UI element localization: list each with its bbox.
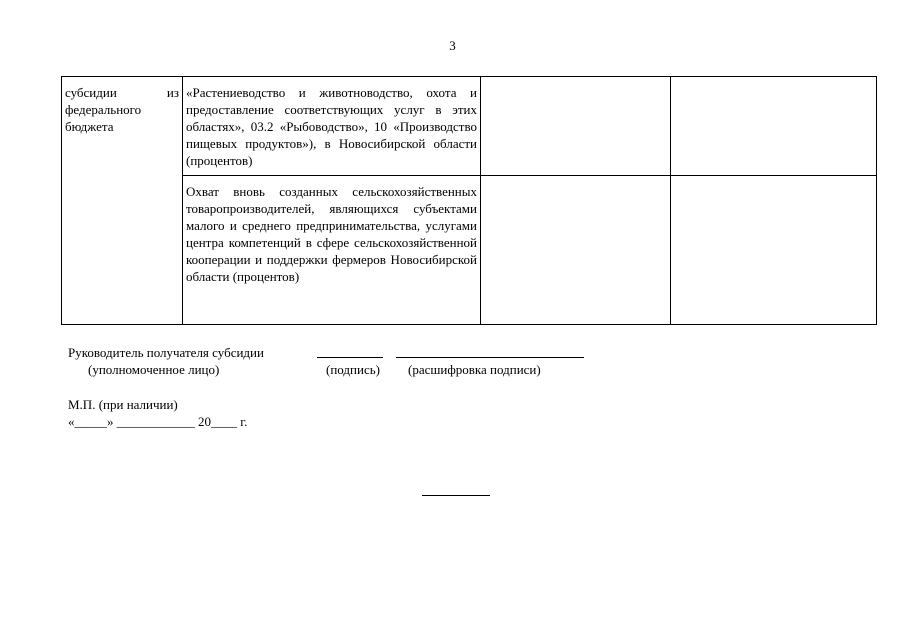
signature-label: (подпись): [326, 362, 380, 377]
table-row: [62, 77, 877, 176]
table-cell-value: [481, 176, 671, 325]
decoding-field[interactable]: [396, 344, 584, 362]
signature-caption-row: [68, 361, 768, 378]
page-number: 3: [449, 38, 456, 53]
table-cell-indicator: Охват вновь созданных сельскохозяйственных товаропроизводителей, являющихся субъектами малого и среднего предпринимательства, услугами центра компетенций в сфере сельскохозяйственной кооперации и поддержки фермеров Новосибирской области (процентов): [183, 176, 481, 325]
end-divider: [422, 495, 490, 496]
stamp-block: [68, 396, 247, 430]
table-cell-indicator: «Растениеводство и животноводство, охота и предоставление соответствующих услуг в этих областях», 03.2 «Рыбоводство», 10 «Производство пищевых продуктов»), в Новосибирской области (процентов): [183, 77, 481, 176]
head-label: Руководитель получателя субсидии: [68, 345, 264, 360]
signature-field[interactable]: [317, 344, 383, 362]
decoding-label: (расшифровка подписи): [408, 362, 541, 377]
signature-row: [68, 344, 768, 361]
stamp-label: М.П. (при наличии): [68, 397, 178, 412]
table-row: [62, 176, 877, 325]
indicators-table: [61, 76, 877, 325]
table-cell-value: [481, 77, 671, 176]
table-cell-value: [671, 77, 877, 176]
table-cell-funding-source: субсидии из федерального бюджета: [62, 77, 183, 325]
authorized-label: (уполномоченное лицо): [88, 362, 220, 377]
signature-block: [68, 344, 768, 378]
table-cell-value: [671, 176, 877, 325]
date-line[interactable]: «_____» ____________ 20____ г.: [68, 414, 248, 429]
